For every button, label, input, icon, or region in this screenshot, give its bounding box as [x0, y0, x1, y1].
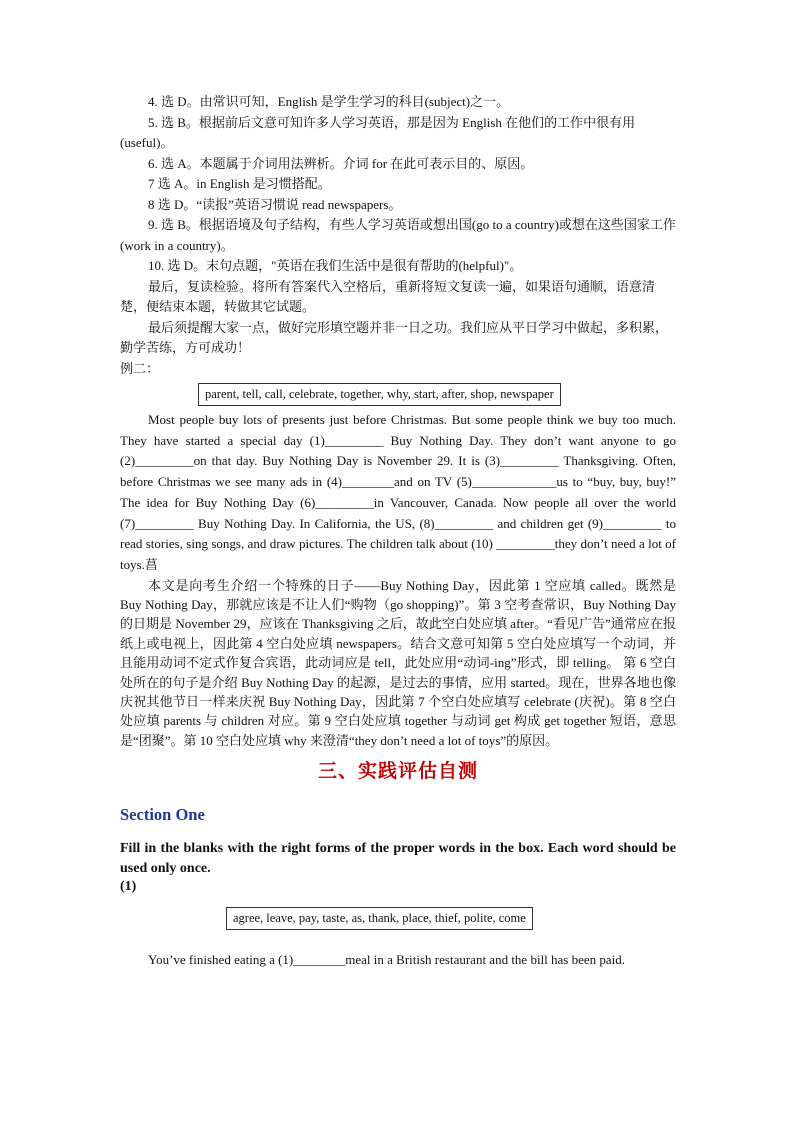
word-box-exercise: agree, leave, pay, taste, as, thank, place, thief, polite, come: [226, 907, 533, 930]
closing-tip: 最后须提醒大家一点，做好完形填空题并非一日之功。我们应从平日学习中做起，多积累，勤学苦练，方可成功！: [120, 319, 669, 355]
answer-7: 7 选 A。in English 是习惯搭配。: [148, 176, 331, 191]
answer-8: 8 选 D。“读报”英语习惯说 read newspapers。: [148, 196, 402, 212]
section-one-title: Section One: [120, 805, 205, 825]
document-page: [120, 92, 676, 970]
word-box-example: parent, tell, call, celebrate, together, why, start, after, shop, newspaper: [198, 383, 561, 406]
review-tip: 最后，复读检验。将所有答案代入空格后，重新将短文复读一遍，如果语句通顺，语意清楚，便结束本题，转做其它试题。: [120, 278, 656, 314]
example-label: 例二：: [120, 360, 160, 376]
passage-text: Most people buy lots of presents just before Christmas. But some people think we buy too much. They have started a special day (1)_________ Buy Nothing Day. They don’t want anyone to go (2)_________on that day. Buy Nothing Day is November 29. It is (3)_________ Thanksgiving. Often, before Christmas we see many ads in (4)________and on TV (5)_____________us to “buy, buy, buy!” The idea for Buy Nothing Day (6)_________in Vancouver, Canada. Now people all over the world (7)_________ Buy Nothing Day. In California, the US, (8)_________ and children get (9)_________ to read stories, sing songs, and draw pictures. The children talk about (10) _________they don’t need a lot of toys.菖: [120, 412, 676, 572]
section-heading: 三、实践评估自测: [317, 760, 478, 783]
exercise-number: (1): [120, 879, 137, 895]
answer-9: 9. 选 B。根据语境及句子结构，有些人学习英语或想出国(go to a country)或想在这些国家工作(work in a country)。: [120, 217, 676, 253]
exercise-passage-start: You’ve finished eating a (1)________meal in a British restaurant and the bill has been paid.: [148, 952, 626, 968]
answer-explanations: [120, 92, 676, 379]
answer-4: 4. 选 D。由常识可知，English 是学生学习的科目(subject)之一。: [148, 94, 510, 109]
answer-5: 5. 选 B。根据前后文意可知许多人学习英语，那是因为 English 在他们的工作中很有用(useful)。: [120, 114, 636, 150]
passage-explanation: [120, 576, 676, 751]
explanation-text: 本文是向考生介绍一个特殊的日子——Buy Nothing Day，因此第 1 空应填 called。既然是 Buy Nothing Day，那就应该是不让人们“购物（go shopping)”。第 3 空考查常识，Buy Nothing Day 的日期是 November 29，应该在 Thanksgiving 之后，故此空白处应填 after。“看见广告”通常应在报纸上或电视上，因此第 4 空白处应填 newspapers。结合文意可知第 5 空白处应填写一个动词，并且能用动词不定式作复合宾语，此动词应是 tell，此处应用“动词-ing”形式，即 telling。 第 6 空白处所在的句子是介绍 Buy Nothing Day 的起源，是过去的事情，应用 started。现在，世界各地也像庆祝其他节日一样来庆祝 Buy Nothing Day，因此第 7 个空白处应填写 celebrate (庆祝)。第 8 空白处应填 parents 与 children 对应。第 9 空白处应填 together 与动词 get 构成 get together 短语，意思是“团聚”。第 10 空白处应填 why 来澄清“they don’t need a lot of toys”的原因。: [120, 577, 676, 748]
exercise-instruction: Fill in the blanks with the right forms of the proper words in the box. Each word should be used only once.: [120, 841, 676, 877]
answer-10: 10. 选 D。末句点题，"英语在我们生活中是很有帮助的(helpful)"。: [148, 258, 523, 273]
answer-6: 6. 选 A。本题属于介词用法辨析。介词 for 在此可表示目的、原因。: [148, 155, 534, 171]
cloze-passage: [120, 410, 676, 576]
